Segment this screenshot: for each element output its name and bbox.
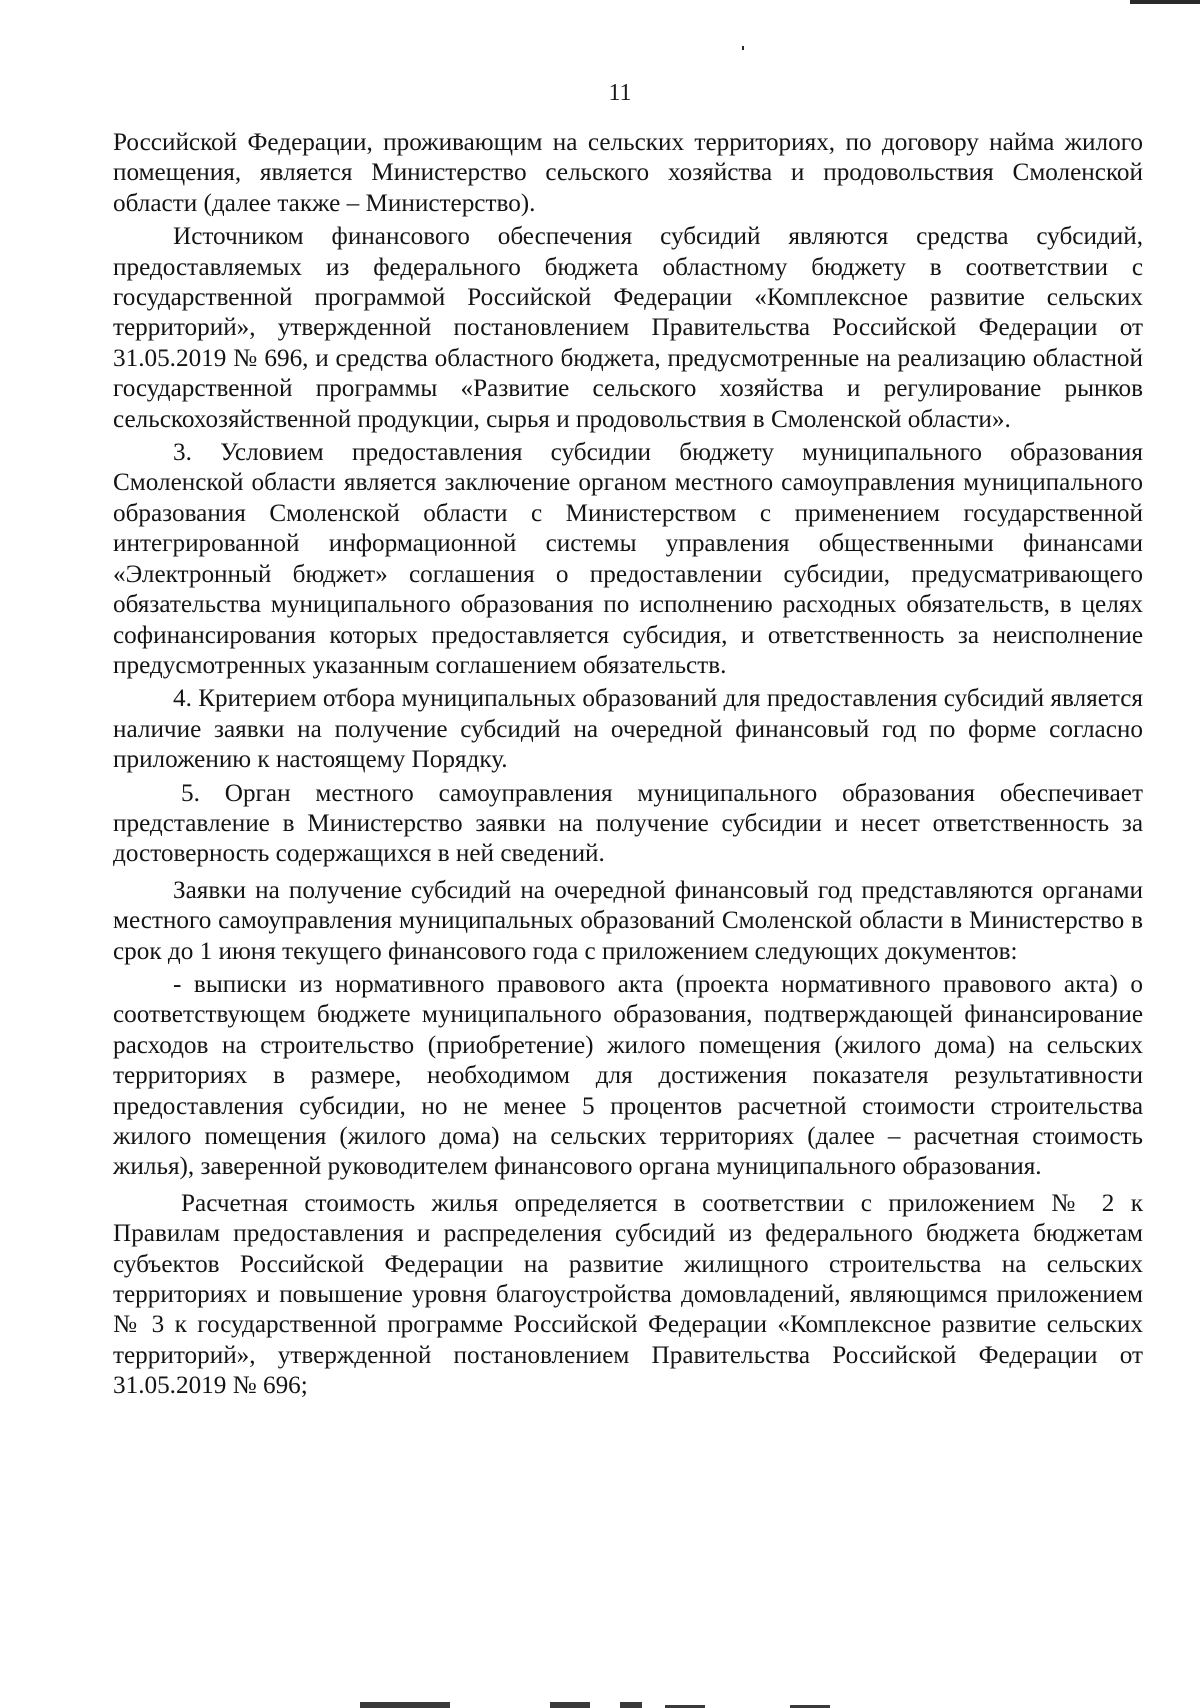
page-number: 11: [608, 80, 632, 106]
paragraph-item-5: 5. Орган местного самоуправления муниципального образования обеспечивает представление в Министерство заявки на получение субсидии и несет ответственность за достоверность содержащихся в ней сведений.: [113, 779, 1143, 868]
paragraph-continuation: Российской Федерации, проживающим на сельских территориях, по договору найма жилого помещения, является Министерство сельского хозяйства и продовольствия Смоленской области (далее также – Министерство).: [113, 129, 1143, 217]
scan-dust-mark: [742, 46, 744, 50]
paragraph-item-4: 4. Критерием отбора муниципальных образований для предоставления субсидий является наличие заявки на получение субсидий на очередной финансовый год по форме согласно приложению к настоящему Порядку.: [113, 685, 1143, 774]
document-body: [113, 128, 1143, 1402]
paragraph-housing-cost: Расчетная стоимость жилья определяется в соответствии с приложением № 2 к Правилам предоставления и распределения субсидий из федерального бюджета бюджетам субъектов Российской Федерации на развитие жилищного строительства на сельских территориях и повышение уровня благоустройства домовладений, являющимся приложением № 3 к государственной программе Российской Федерации «Комплексное развитие сельских территорий», утвержденной постановлением Правительства Российской Федерации от 31.05.2019 № 696;: [113, 1189, 1143, 1400]
paragraph-applications: Заявки на получение субсидий на очередной финансовый год представляются органами местного самоуправления муниципальных образований Смоленской области в Министерство в срок до 1 июня текущего финансового года с приложением следующих документов:: [113, 876, 1143, 965]
scan-bottom-artifacts: [150, 1692, 980, 1708]
paragraph-item-3: 3. Условием предоставления субсидии бюджету муниципального образования Смоленской области является заключение органом местного самоуправления муниципального образования Смоленской области с Министерством с применением государственной интегрированной информационной системы управления общественными финансами «Электронный бюджет» соглашения о предоставлении субсидии, предусматривающего обязательства муниципального образования по исполнению расходных обязательств, в целях софинансирования которых предоставляется субсидия, и ответственность за неисполнение предусмотренных указанным соглашением обязательств.: [113, 439, 1143, 679]
scan-edge-mark: [1130, 0, 1200, 4]
paragraph-funding-source: Источником финансового обеспечения субсидий являются средства субсидий, предоставляемых из федерального бюджета областному бюджету в соответствии с государственной программой Российской Федерации «Комплексное развитие сельских территорий», утвержденной постановлением Правительства Российской Федерации от 31.05.2019 № 696, и средства областного бюджета, предусмотренные на реализацию областной государственной программы «Развитие сельского хозяйства и регулирование рынков сельскохозяйственной продукции, сырья и продовольствия в Смоленской области».: [113, 223, 1143, 433]
paragraph-document-list-item: - выписки из нормативного правового акта (проекта нормативного правового акта) о соответствующем бюджете муниципального образования, подтверждающей финансирование расходов на строительство (приобретение) жилого помещения (жилого дома) на сельских территориях в размере, необходимом для достижения показателя результативности предоставления субсидии, но не менее 5 процентов расчетной стоимости строительства жилого помещения (жилого дома) на сельских территориях (далее – расчетная стоимость жилья), заверенной руководителем финансового органа муниципального образования.: [113, 970, 1143, 1181]
